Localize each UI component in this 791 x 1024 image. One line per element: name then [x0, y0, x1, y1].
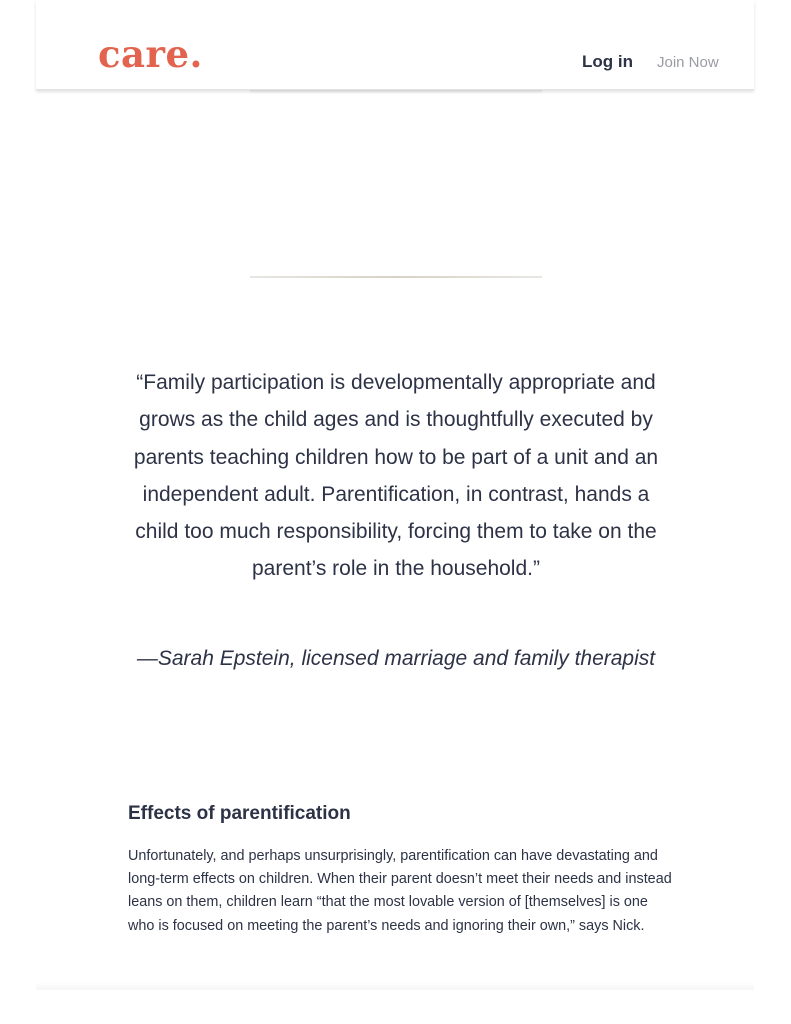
page-bottom-divider: [36, 982, 754, 990]
quote-attribution: —Sarah Epstein, licensed marriage and family therapist: [136, 647, 656, 670]
article-image: [250, 90, 542, 278]
logo-dot: .: [189, 32, 203, 76]
section-heading: Effects of parentification: [128, 803, 351, 824]
login-link[interactable]: Log in: [582, 52, 633, 71]
image-top-edge: [250, 90, 542, 94]
logo-text: care: [98, 32, 190, 76]
site-header: [36, 0, 754, 90]
join-now-link[interactable]: Join Now: [657, 54, 719, 71]
image-bottom-edge: [250, 276, 542, 278]
pull-quote: “Family participation is developmentally appropriate and grows as the child ages and is thoughtfully executed by parents teaching children how to be part of a unit and an independent adult. Parentification, in contrast, hands a child too much responsibility, forcing them to take on the parent’s role in the household.”: [133, 371, 659, 581]
section-paragraph: Unfortunately, and perhaps unsurprisingly, parentification can have devastating and long-term effects on children. When their parent doesn’t meet their needs and instead leans on them, children learn “that the most lovable version of [themselves] is one who is focused on meeting the parent’s needs and ignoring their own,” says Nick.: [128, 848, 672, 934]
care-logo[interactable]: [98, 32, 203, 76]
